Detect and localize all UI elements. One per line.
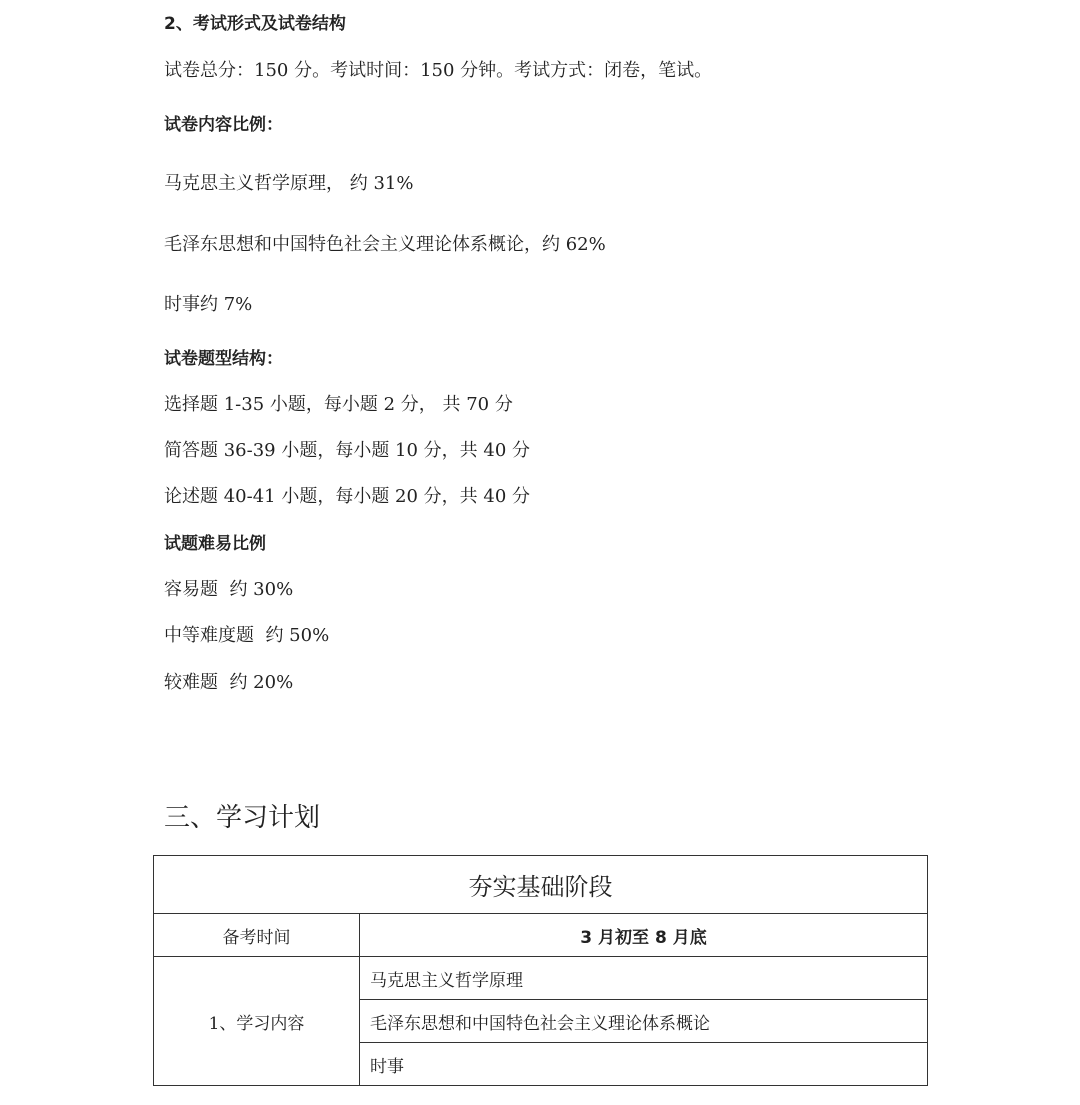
stage-title: 夯实基础阶段 xyxy=(154,856,928,914)
question-structure-item: 论述题 40-41 小题，每小题 20 分，共 40 分 xyxy=(164,486,531,507)
difficulty-item: 中等难度题 约 50% xyxy=(164,625,330,646)
content-ratio-item: 毛泽东思想和中国特色社会主义理论体系概论，约 62% xyxy=(164,234,606,255)
exam-basics-text: 试卷总分：150 分。考试时间：150 分钟。考试方式：闭卷，笔试。 xyxy=(164,60,713,81)
difficulty-item: 较难题 约 20% xyxy=(164,672,294,693)
content-ratio-heading: 试卷内容比例： xyxy=(164,115,283,135)
study-plan-title: 三、学习计划 xyxy=(164,803,321,833)
difficulty-item: 容易题 约 30% xyxy=(164,579,294,600)
content-label: 1、学习内容 xyxy=(154,957,360,1086)
content-ratio-item: 马克思主义哲学原理， 约 31% xyxy=(164,173,414,194)
content-item: 毛泽东思想和中国特色社会主义理论体系概论 xyxy=(360,1000,928,1043)
time-value: 3 月初至 8 月底 xyxy=(360,914,928,957)
question-structure-item: 选择题 1-35 小题，每小题 2 分， 共 70 分 xyxy=(164,394,513,415)
time-label: 备考时间 xyxy=(154,914,360,957)
content-item: 时事 xyxy=(360,1043,928,1086)
table-row xyxy=(154,957,928,1000)
study-plan-table xyxy=(153,855,928,1086)
exam-format-heading: 2、考试形式及试卷结构 xyxy=(164,14,346,34)
content-ratio-item: 时事约 7% xyxy=(164,294,253,315)
question-structure-item: 简答题 36-39 小题，每小题 10 分，共 40 分 xyxy=(164,440,531,461)
table-row xyxy=(154,856,928,914)
question-structure-heading: 试卷题型结构： xyxy=(164,349,283,369)
table-row xyxy=(154,914,928,957)
difficulty-heading: 试题难易比例 xyxy=(164,534,266,554)
content-item: 马克思主义哲学原理 xyxy=(360,957,928,1000)
